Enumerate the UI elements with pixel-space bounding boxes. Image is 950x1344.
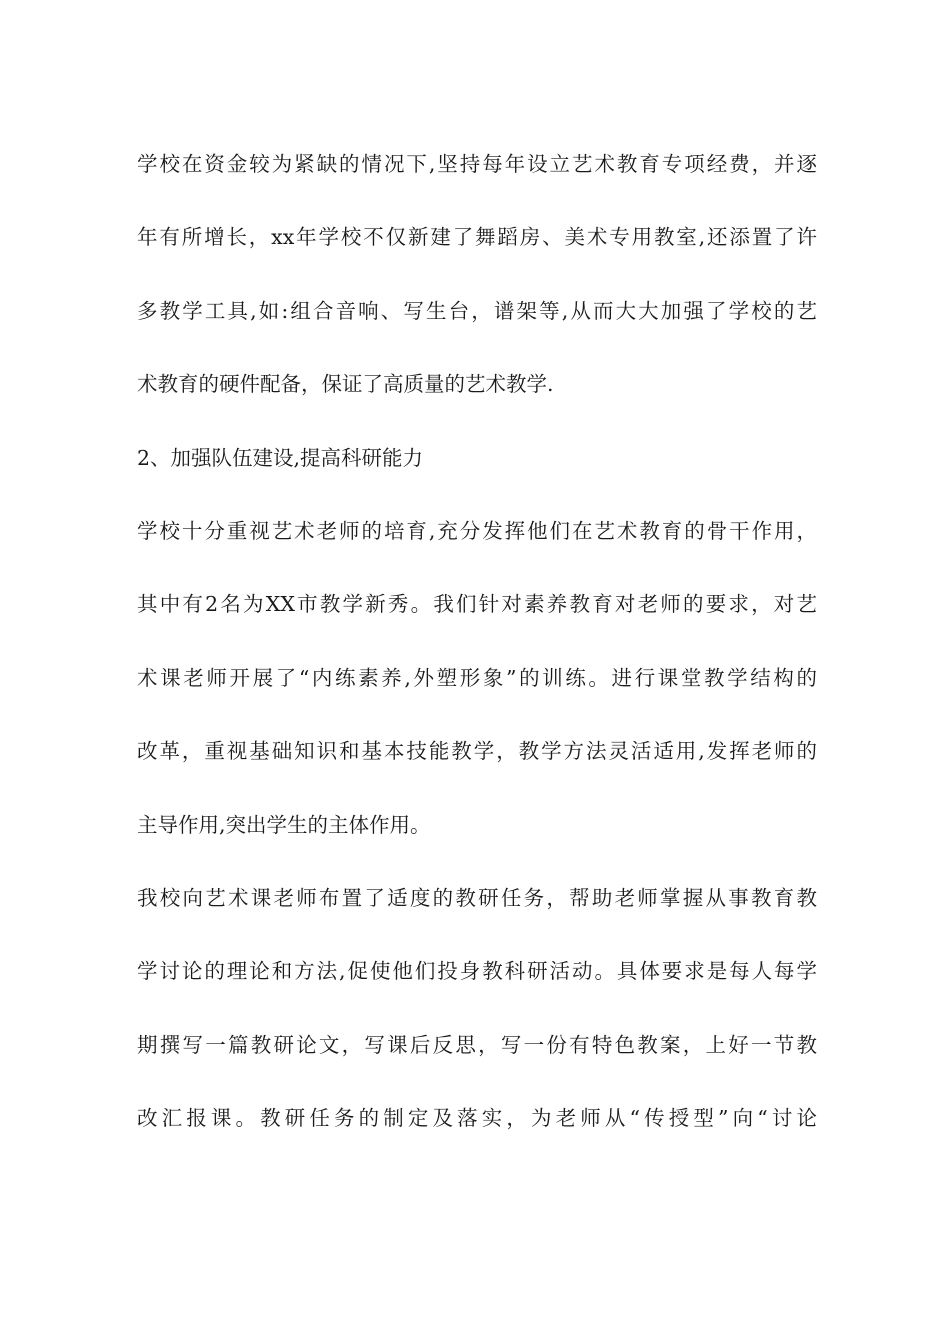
- paragraph-teacher-training: [137, 507, 817, 850]
- text-line: 多教学工具,如:组合音响、写生台，谱架等,从而大大加强了学校的艺: [137, 298, 817, 323]
- section-heading: 2、加强队伍建设,提高科研能力: [137, 445, 424, 470]
- paragraph-art-funding: [137, 140, 817, 409]
- text-line: 改革，重视基础知识和基本技能教学，教学方法灵活适用,发挥老师的: [137, 739, 817, 764]
- text-line: 学校在资金较为紧缺的情况下,坚持每年设立艺术教育专项经费，并逐: [137, 152, 817, 176]
- text-line: 学讨论的理论和方法,促使他们投身教科研活动。具体要求是每人每学: [137, 959, 817, 984]
- text-line: 学校十分重视艺术老师的培育,充分发挥他们在艺术教育的骨干作用，: [137, 518, 817, 543]
- text-line: 术教育的硬件配备，保证了高质量的艺术教学.: [137, 372, 554, 397]
- text-line: 期撰写一篇教研论文，写课后反思，写一份有特色教案，上好一节教: [137, 1032, 817, 1057]
- document-body: [137, 140, 817, 1167]
- text-line: 其中有2名为XX市教学新秀。我们针对素养教育对老师的要求，对艺: [137, 592, 817, 617]
- paragraph-research-tasks: [137, 874, 817, 1143]
- text-line: 我校向艺术课老师布置了适度的教研任务，帮助老师掌握从事教育教: [137, 885, 817, 910]
- text-line: 年有所增长，xx年学校不仅新建了舞蹈房、美术专用教室,还添置了许: [137, 225, 817, 250]
- section-heading-team-building: [137, 434, 817, 483]
- text-line: 术课老师开展了“内练素养,外塑形象”的训练。进行课堂教学结构的: [137, 665, 817, 690]
- text-line: 改汇报课。教研任务的制定及落实，为老师从“传授型”向“讨论: [137, 1106, 817, 1131]
- text-line: 主导作用,突出学生的主体作用。: [137, 812, 431, 837]
